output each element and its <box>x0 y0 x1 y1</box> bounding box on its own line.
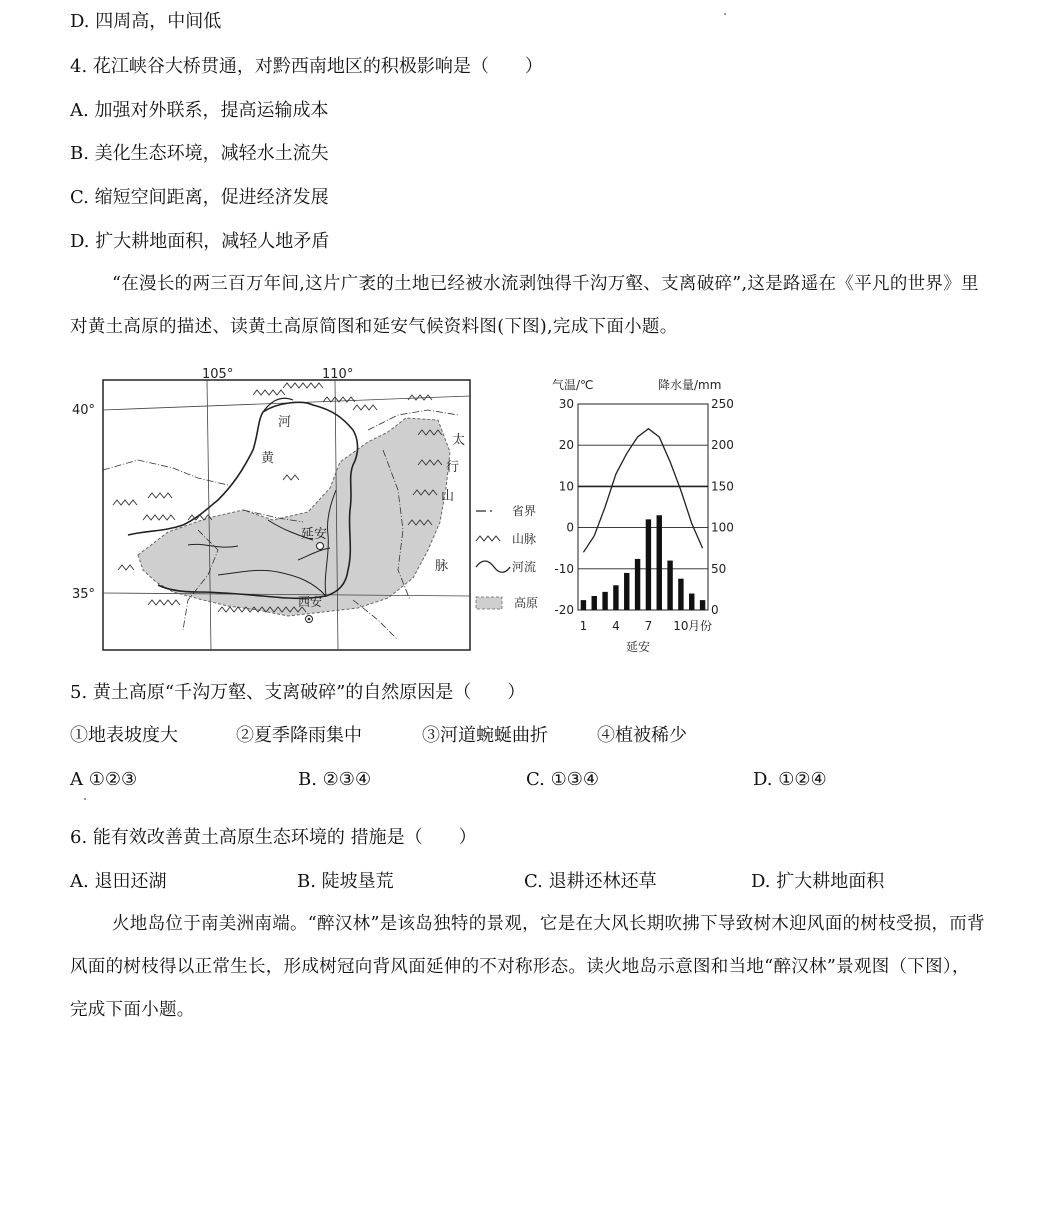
legend-plateau: 高原 <box>514 596 539 610</box>
precip-bar <box>667 561 672 610</box>
precip-bar <box>678 579 683 610</box>
q5-item-1: ①地表坡度大 <box>70 725 178 746</box>
month-tick-label: 4 <box>612 619 620 633</box>
passage-drunken-forest-text: 火地岛位于南美洲南端。“醉汉林”是该岛独特的景观，它是在大风长期吹拂下导致树木迎风面的树枝受损，而背风面的树枝得以正常生长，形成树冠向背风面延伸的不对称形态。读火地岛示意图和当地“醉汉林”景观图（下图），完成下面小题。 <box>70 914 985 1020</box>
temp-tick-label: 20 <box>558 438 574 453</box>
q5-item-2: ②夏季降雨集中 <box>236 725 362 746</box>
precip-bar <box>635 559 640 610</box>
lat-label-40: 40° <box>72 403 96 418</box>
temp-tick-label: -10 <box>554 561 574 576</box>
precip-bar <box>700 600 705 610</box>
q4-option-a: A. 加强对外联系，提高运输成本 <box>70 100 329 121</box>
temp-axis-label: 气温/℃ <box>552 378 594 392</box>
label-he: 河 <box>278 415 292 430</box>
scan-speck <box>84 798 86 800</box>
legend-mountain: 山脉 <box>512 532 537 546</box>
precip-bar <box>592 596 597 610</box>
q3-option-d: D. 四周高，中间低 <box>70 11 222 32</box>
precip-tick-label: 200 <box>711 438 734 453</box>
label-huang: 黄 <box>261 451 275 466</box>
label-hang: 行 <box>446 460 460 475</box>
label-yanan: 延安 <box>301 527 328 542</box>
label-xian: 西安 <box>298 595 323 609</box>
month-tick-label: 10 <box>673 619 689 633</box>
label-tai: 太 <box>452 433 466 448</box>
precip-tick-label: 100 <box>711 520 734 535</box>
legend-border: 省界 <box>512 504 537 518</box>
month-tick-label: 1 <box>579 619 588 633</box>
q5-option-d: D. ①②④ <box>753 769 827 790</box>
q5-item-3: ③河道蜿蜒曲折 <box>422 725 548 746</box>
q6-option-b: B. 陡坡垦荒 <box>297 871 394 892</box>
temp-tick-label: -20 <box>554 603 574 617</box>
legend-river: 河流 <box>512 560 537 574</box>
passage-loess-text: “在漫长的两三百万年间,这片广袤的土地已经被水流剥蚀得千沟万壑、支离破碎”,这是路遥在《平凡的世界》里对黄土高原的描述、读黄土高原简图和延安气候资料图(下图),完成下面小题。 <box>70 274 979 337</box>
precip-bar <box>613 585 618 610</box>
q5-option-c: C. ①③④ <box>526 769 599 790</box>
passage-loess <box>70 263 985 349</box>
temp-tick-label: 10 <box>558 479 574 494</box>
month-axis-label: 月份 <box>688 619 713 633</box>
yanan-climate-chart <box>548 372 748 657</box>
label-shan: 山 <box>441 489 455 504</box>
scan-speck <box>724 13 726 15</box>
q4-option-b: B. 美化生态环境，减轻水土流失 <box>70 143 329 164</box>
yanan-marker <box>317 543 324 550</box>
precip-bar <box>646 519 651 610</box>
q5-item-4: ④植被稀少 <box>597 725 687 746</box>
q5-option-a: A ①②③ <box>70 769 138 790</box>
precip-bar <box>581 600 586 610</box>
station-label: 延安 <box>626 640 651 654</box>
precip-bar <box>657 515 662 610</box>
loess-plateau-map <box>68 360 538 655</box>
lon-label-105: 105° <box>202 367 234 382</box>
q5-stem: 5. 黄土高原“千沟万壑、支离破碎”的自然原因是（ ） <box>70 682 526 703</box>
month-tick-label: 7 <box>644 619 653 633</box>
precip-bar <box>602 592 607 610</box>
plateau-area <box>138 418 450 616</box>
map-legend <box>472 495 550 620</box>
passage-drunken-forest <box>70 903 985 1032</box>
precip-bar <box>624 573 629 610</box>
q6-option-a: A. 退田还湖 <box>70 871 167 892</box>
label-mai: 脉 <box>435 559 449 574</box>
plot-frame <box>578 404 708 610</box>
precip-axis-label: 降水量/mm <box>658 378 722 392</box>
precip-tick-label: 50 <box>711 561 727 576</box>
lon-label-110: 110° <box>322 367 354 382</box>
precip-bar <box>689 594 694 610</box>
lat-label-35: 35° <box>72 587 96 602</box>
precip-tick-label: 250 <box>711 397 734 411</box>
q6-stem: 6. 能有效改善黄土高原生态环境的 措施是（ ） <box>70 827 477 848</box>
q4-option-c: C. 缩短空间距离，促进经济发展 <box>70 187 329 208</box>
q4-option-d: D. 扩大耕地面积，减轻人地矛盾 <box>70 231 330 252</box>
precip-tick-label: 150 <box>711 479 734 494</box>
temp-tick-label: 30 <box>558 397 574 411</box>
precip-tick-label: 0 <box>711 603 719 617</box>
q5-option-b: B. ②③④ <box>298 769 372 790</box>
temp-tick-label: 0 <box>566 520 574 535</box>
temperature-curve <box>583 429 702 553</box>
q6-option-d: D. 扩大耕地面积 <box>751 871 885 892</box>
q4-stem: 4. 花江峡谷大桥贯通，对黔西南地区的积极影响是（ ） <box>70 56 543 77</box>
q6-option-c: C. 退耕还林还草 <box>524 871 657 892</box>
